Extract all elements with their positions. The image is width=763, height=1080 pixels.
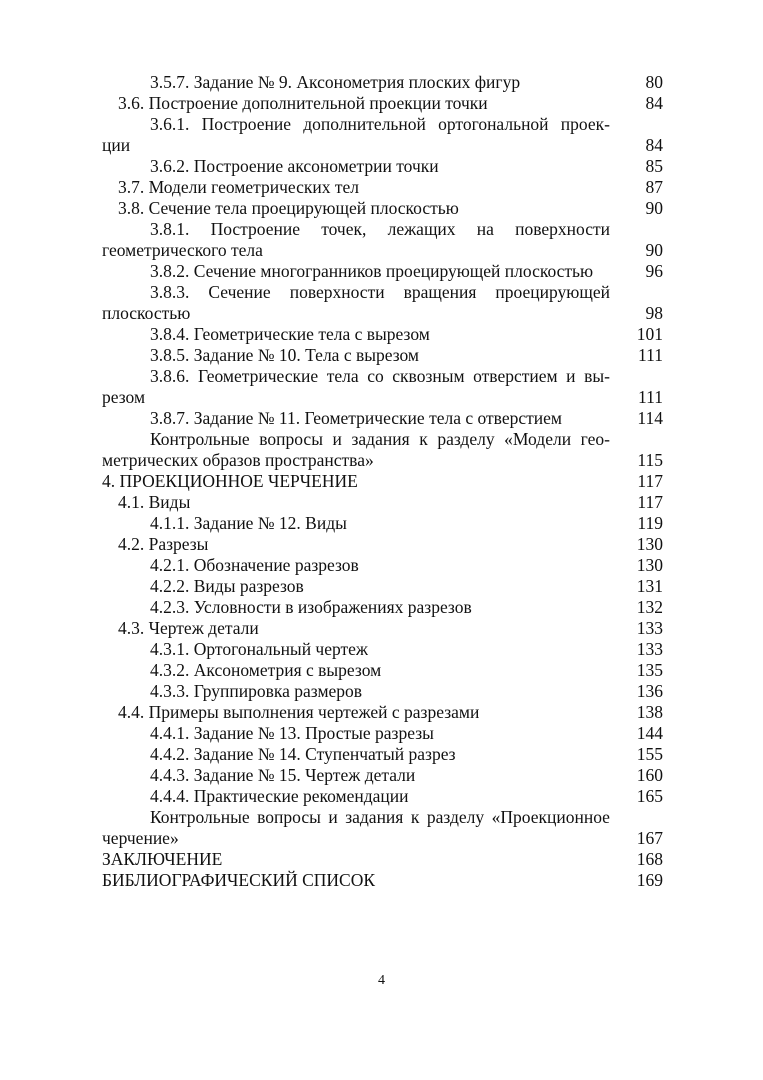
toc-entry-text: 4.3.1. Ортогональный чертеж <box>150 639 369 659</box>
toc-word: «Проекционное <box>491 807 610 827</box>
toc-entry-text-line2: черчение» <box>102 828 179 848</box>
toc-entry-page: 85 <box>645 156 663 176</box>
toc-entry-text: БИБЛИОГРАФИЧЕСКИЙ СПИСОК <box>102 870 376 890</box>
toc-entry-page: 111 <box>638 345 663 365</box>
toc-entry-text-line1 <box>150 429 610 450</box>
toc-word: вопросы <box>259 429 323 449</box>
toc-entry-text: 4.4. Примеры выполнения чертежей с разрезами <box>118 702 480 722</box>
toc-word: на <box>476 219 494 239</box>
toc-word: 3.8.3. <box>150 282 190 302</box>
toc-entry-page: 101 <box>636 324 663 344</box>
toc-word: вопросы <box>257 807 321 827</box>
toc-entry-page: 168 <box>636 849 663 869</box>
toc-word: 3.8.1. <box>150 219 190 239</box>
toc-entry-page: 115 <box>637 450 663 470</box>
toc-entry-text-line1 <box>150 114 610 135</box>
toc-entry-page: 135 <box>636 660 663 680</box>
toc-entry-text: 4.4.2. Задание № 14. Ступенчатый разрез <box>150 744 456 764</box>
toc-word: Геометрические <box>197 366 319 386</box>
toc-word: «Модели <box>504 429 572 449</box>
toc-entry-text: 3.8.2. Сечение многогранников проецирующей плоскостью <box>150 261 594 281</box>
toc-entry-text: 3.8.7. Задание № 11. Геометрические тела с отверстием <box>150 408 562 428</box>
toc-word: отверстием <box>473 366 558 386</box>
toc-entry-page: 133 <box>636 639 663 659</box>
toc-entry-text: 3.6.2. Построение аксонометрии точки <box>150 156 439 176</box>
toc-word: дополнительной <box>303 114 426 134</box>
toc-entry-page: 90 <box>645 198 663 218</box>
toc-entry-text: 4.2.2. Виды разрезов <box>150 576 304 596</box>
toc-word: Сечение <box>208 282 271 302</box>
toc-entry-text: 3.6. Построение дополнительной проекции точки <box>118 93 488 113</box>
toc-entry-text-line2: ции <box>102 135 131 155</box>
toc-word: 3.6.1. <box>150 114 190 134</box>
toc-word: поверхности <box>289 282 385 302</box>
toc-entry-text-line2: геометрического тела <box>102 240 263 260</box>
toc-entry-text-line1 <box>150 219 610 240</box>
toc-entry-text: 4.2.1. Обозначение разрезов <box>150 555 359 575</box>
toc-entry-page: 136 <box>636 681 663 701</box>
toc-word: 3.8.6. <box>150 366 190 386</box>
toc-word: и <box>332 429 342 449</box>
toc-word: Контрольные <box>150 807 250 827</box>
toc-word: со <box>367 366 384 386</box>
toc-word: и <box>566 366 576 386</box>
toc-entry-text-line2: метрических образов пространства» <box>102 450 374 470</box>
toc-word: Построение <box>210 219 301 239</box>
toc-entry-page: 96 <box>645 261 663 281</box>
toc-entry-page: 169 <box>636 870 663 890</box>
toc-entry-text: 3.8. Сечение тела проецирующей плоскостью <box>118 198 459 218</box>
toc-entry-text: 4.2. Разрезы <box>118 534 209 554</box>
toc-word: гео- <box>580 429 610 449</box>
toc-entry-text-line2: резом <box>102 387 146 407</box>
toc-entry-text-line1 <box>150 366 610 387</box>
toc-entry-page: 84 <box>645 135 663 155</box>
toc-entry-text: 3.8.5. Задание № 10. Тела с вырезом <box>150 345 420 365</box>
toc-entry-text: 3.5.7. Задание № 9. Аксонометрия плоских фигур <box>150 72 521 92</box>
toc-word: поверхности <box>515 219 610 239</box>
toc-entry-text: ЗАКЛЮЧЕНИЕ <box>102 849 223 869</box>
toc-entry-text: 4.4.1. Задание № 13. Простые разрезы <box>150 723 434 743</box>
toc-entry-page: 133 <box>636 618 663 638</box>
toc-word: проецирующей <box>495 282 610 302</box>
toc-entry-page: 117 <box>637 471 663 491</box>
toc-entry-page: 119 <box>637 513 663 533</box>
toc-word: ортогональной <box>438 114 549 134</box>
toc-word: Контрольные <box>150 429 250 449</box>
toc-word: задания <box>351 429 410 449</box>
toc-word: разделу <box>437 429 495 449</box>
toc-entry-page: 165 <box>636 786 663 806</box>
toc-entry-text: 4. ПРОЕКЦИОННОЕ ЧЕРЧЕНИЕ <box>102 471 358 491</box>
toc-entry-page: 132 <box>636 597 663 617</box>
toc-word: к <box>410 807 420 827</box>
toc-entry-text: 4.3.2. Аксонометрия с вырезом <box>150 660 382 680</box>
page-number: 4 <box>378 973 385 988</box>
toc-entry-page: 84 <box>645 93 663 113</box>
toc-entry-page: 90 <box>645 240 663 260</box>
toc-word: вращения <box>403 282 477 302</box>
toc-entry-page: 80 <box>645 72 663 92</box>
toc-word: к <box>419 429 428 449</box>
toc-entry-page: 98 <box>645 303 663 323</box>
toc-word: тела <box>326 366 359 386</box>
toc-entry-text: 4.1.1. Задание № 12. Виды <box>150 513 347 533</box>
toc-entry-page: 111 <box>638 387 663 407</box>
toc-entry-page: 87 <box>645 177 663 197</box>
toc-word: разделу <box>426 807 485 827</box>
toc-entry-page: 167 <box>636 828 663 848</box>
toc-entry-text-line1 <box>150 282 610 303</box>
toc-entry-page: 144 <box>636 723 663 743</box>
toc-word: задания <box>345 807 404 827</box>
toc-entry-page: 130 <box>636 555 663 575</box>
toc-entry-text: 4.2.3. Условности в изображениях разрезов <box>150 597 472 617</box>
toc-entry-page: 130 <box>636 534 663 554</box>
toc-word: сквозным <box>392 366 465 386</box>
toc-entry-page: 131 <box>636 576 663 596</box>
toc-entry-text: 4.4.4. Практические рекомендации <box>150 786 409 806</box>
toc-entry-page: 160 <box>636 765 663 785</box>
toc-entry-text: 4.1. Виды <box>118 492 191 512</box>
toc-entry-page: 155 <box>636 744 663 764</box>
toc-word: вы- <box>584 366 610 386</box>
toc-entry-text: 3.8.4. Геометрические тела с вырезом <box>150 324 430 344</box>
toc-word: лежащих <box>387 219 456 239</box>
toc-entry-text: 4.4.3. Задание № 15. Чертеж детали <box>150 765 416 785</box>
toc-entry-text-line1 <box>150 807 610 828</box>
toc-word: проек- <box>560 114 610 134</box>
toc-entry-text: 4.3. Чертеж детали <box>118 618 259 638</box>
toc-entry-page: 117 <box>637 492 663 512</box>
toc-entry-text: 3.7. Модели геометрических тел <box>118 177 360 197</box>
toc-word: и <box>328 807 338 827</box>
toc-entry-page: 114 <box>637 408 663 428</box>
toc-word: точек, <box>321 219 367 239</box>
toc-entry-page: 138 <box>636 702 663 722</box>
toc-entry-text: 4.3.3. Группировка размеров <box>150 681 363 701</box>
toc-word: Построение <box>201 114 292 134</box>
toc-entry-text-line2: плоскостью <box>102 303 191 323</box>
